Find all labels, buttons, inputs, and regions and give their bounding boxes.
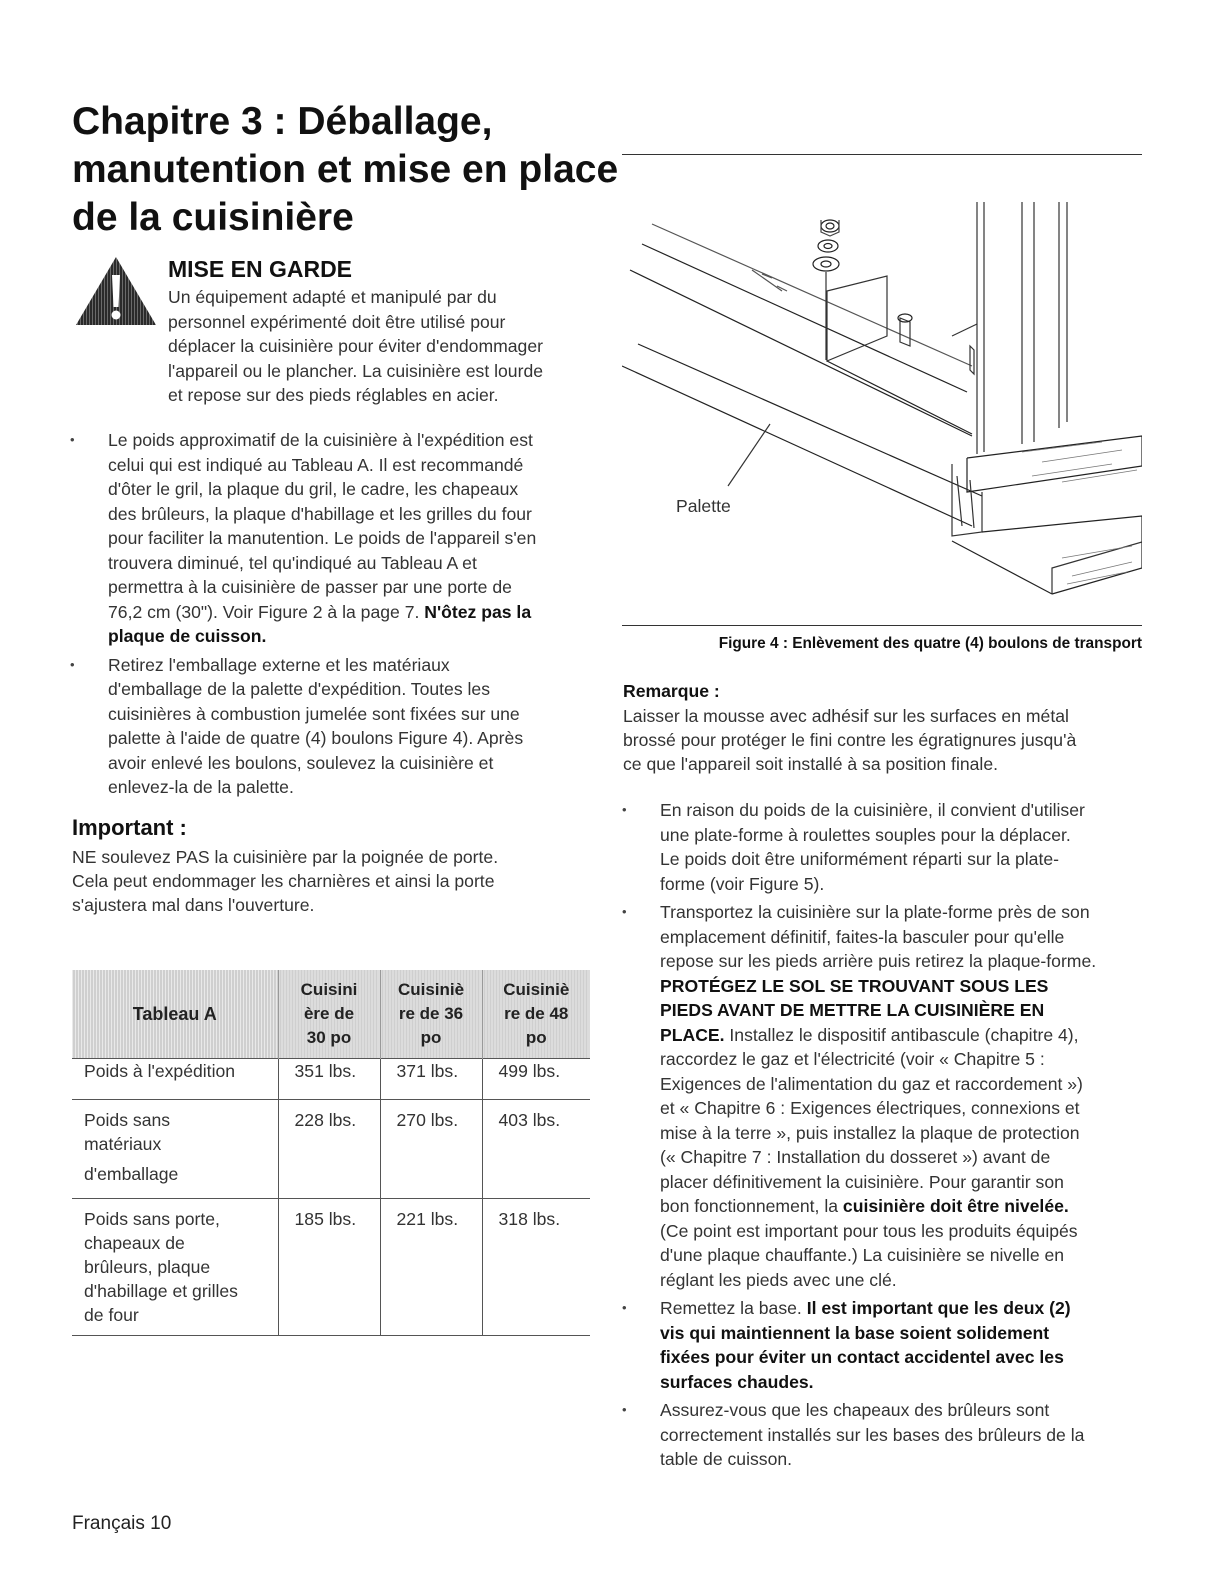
title-line: de la cuisinière	[72, 196, 354, 239]
row-label-line: de four	[84, 1305, 139, 1325]
bullet-line: • Assurez-vous que les chapeaux des brûleurs sont	[660, 1400, 1050, 1420]
bullet-bold-line: PROTÉGEZ LE SOL SE TROUVANT SOUS LES	[660, 975, 1049, 996]
bullet-text: 76,2 cm (30"). Voir Figure 2 à la page 7.	[108, 601, 425, 622]
bullet-bold-line: vis qui maintiennent la base soient solidement	[660, 1322, 1050, 1343]
title-line: manutention et mise en place	[72, 148, 619, 191]
bullet-base-screws	[660, 1296, 1150, 1394]
row-label	[72, 1100, 278, 1199]
table-row	[72, 1100, 590, 1199]
bullet-line: des brûleurs, la plaque d'habillage et les grilles du four	[108, 503, 532, 524]
bullet-rolling-platform	[660, 798, 1150, 896]
bullet-line: mise à la terre », puis installez la plaque de protection	[660, 1122, 1080, 1143]
bullet-line: Exigences de l'alimentation du gaz et raccordement »)	[660, 1073, 1083, 1094]
bullet-bold-text: Il est important que les deux (2)	[806, 1298, 1071, 1318]
remarque-line: Laisser la mousse avec adhésif sur les surfaces en métal	[623, 706, 1069, 726]
bullet-text: Installez le dispositif antibascule (chapitre 4),	[724, 1024, 1079, 1045]
bullet-bold-text: cuisinière doit être nivelée.	[842, 1196, 1069, 1216]
table-cell: 499 lbs.	[482, 1059, 590, 1100]
bullet-line: celui qui est indiqué au Tableau A. Il est recommandé	[108, 454, 524, 475]
bullet-line: • Le poids approximatif de la cuisinière à l'expédition est	[108, 430, 533, 450]
important-line: NE soulevez PAS la cuisinière par la poignée de porte.	[72, 847, 499, 867]
bullet-bold-line: plaque de cuisson.	[108, 626, 267, 646]
bullet-line: • Retirez l'emballage externe et les matériaux	[108, 654, 450, 675]
remarque-heading: Remarque :	[623, 681, 720, 701]
header-line: ère de	[303, 1004, 355, 1023]
header-line: re de 36	[398, 1004, 464, 1023]
bullet-transport	[660, 900, 1150, 1292]
row-label-line: matériaux	[84, 1134, 162, 1154]
bullet-line: table de cuisson.	[660, 1449, 793, 1469]
header-line: po	[420, 1028, 442, 1047]
bullet-line: placer définitivement la cuisinière. Pour garantir son	[660, 1171, 1064, 1192]
page-footer: Français 10	[72, 1513, 172, 1534]
table-row	[72, 1059, 590, 1100]
bullet-line: et « Chapitre 6 : Exigences électriques, connexions et	[660, 1098, 1080, 1118]
warning-line: l'appareil ou le plancher. La cuisinière est lourde	[168, 360, 544, 381]
bullet-line	[660, 1296, 1150, 1321]
column-header-30	[278, 970, 380, 1059]
table-title: Tableau A	[72, 970, 278, 1059]
bullet-line: correctement installés sur les bases des brûleurs de la	[660, 1424, 1085, 1445]
remarque-line: ce que l'appareil soit installé à sa position finale.	[623, 754, 999, 774]
title-line: Chapitre 3 : Déballage,	[72, 100, 493, 143]
bullet-line	[660, 1194, 1150, 1219]
table-cell: 270 lbs.	[380, 1100, 482, 1199]
warning-line: et repose sur des pieds réglables en acier.	[168, 385, 499, 405]
bullet-line: (« Chapitre 7 : Installation du dosseret ») avant de	[660, 1147, 1051, 1167]
table-cell: 351 lbs.	[278, 1059, 380, 1100]
warning-heading: MISE EN GARDE	[168, 256, 353, 282]
bullet-line: repose sur les pieds arrière puis retirez la plaque-forme.	[660, 951, 1097, 971]
bullet-line: avoir enlevé les boulons, soulevez la cuisinière et	[108, 752, 494, 773]
bullet-burner-caps	[660, 1398, 1150, 1472]
table-cell: 221 lbs.	[380, 1199, 482, 1336]
bullet-line	[660, 1023, 1150, 1048]
row-label-line: d'habillage et grilles	[84, 1281, 238, 1301]
warning-line: Un équipement adapté et manipulé par du	[168, 287, 497, 307]
header-line: Cuisiniè	[503, 980, 570, 999]
figure-bottom-rule	[622, 625, 1142, 626]
bullet-line: forme (voir Figure 5).	[660, 873, 825, 894]
table-cell: 185 lbs.	[278, 1199, 380, 1336]
bullet-text: bon fonctionnement, la	[660, 1196, 843, 1216]
table-header-row	[72, 970, 590, 1059]
warning-triangle-icon	[74, 255, 158, 327]
header-line: po	[525, 1028, 547, 1047]
important-heading: Important :	[72, 815, 187, 840]
important-line: Cela peut endommager les charnières et ainsi la porte	[72, 871, 495, 891]
bullet-line: trouvera diminué, tel qu'indiqué au Tableau A et	[108, 552, 477, 573]
header-line: Cuisiniè	[397, 980, 465, 999]
row-label-line: brûleurs, plaque	[84, 1257, 211, 1277]
bullet-line: • Transportez la cuisinière sur la plate-forme près de son	[660, 902, 1090, 922]
column-header-48	[482, 970, 590, 1059]
left-bullet-list	[108, 428, 598, 800]
row-label-line: d'emballage	[84, 1164, 179, 1184]
bullet-line: cuisinières à combustion jumelée sont fixées sur une	[108, 703, 520, 724]
bullet-line: permettra à la cuisinière de passer par une porte de	[108, 577, 512, 597]
bullet-line: d'ôter le gril, la plaque du gril, le cadre, les chapeaux	[108, 479, 519, 499]
column-header-36	[380, 970, 482, 1059]
bullet-line: (Ce point est important pour tous les produits équipés	[660, 1220, 1078, 1241]
header-line: 30 po	[306, 1028, 352, 1047]
right-bullet-list	[660, 798, 1150, 1472]
bullet-line: Le poids doit être uniformément réparti sur la plate-	[660, 849, 1059, 869]
warning-line: personnel expérimenté doit être utilisé pour	[168, 311, 506, 332]
remarque-line: brossé pour protéger le fini contre les égratignures jusqu'à	[623, 730, 1077, 750]
bullet-bold-line: PIEDS AVANT DE METTRE LA CUISINIÈRE EN	[660, 1000, 1045, 1020]
bullet-line: d'une plaque chauffante.) La cuisinière se nivelle en	[660, 1245, 1065, 1265]
table-cell: 371 lbs.	[380, 1059, 482, 1100]
bullet-line: d'emballage de la palette d'expédition. Toutes les	[108, 679, 490, 699]
bullet-line: une plate-forme à roulettes souples pour la déplacer.	[660, 824, 1071, 845]
row-label	[72, 1199, 278, 1336]
bullet-line: palette à l'aide de quatre (4) boulons Figure 4). Après	[108, 728, 524, 748]
important-text	[72, 845, 498, 917]
bullet-remove-packaging	[108, 653, 598, 800]
bullet-bold-line: fixées pour éviter un contact accidentel avec les	[660, 1347, 1064, 1367]
bullet-line: enlevez-la de la palette.	[108, 777, 294, 797]
bullet-bold-line: surfaces chaudes.	[660, 1371, 814, 1392]
bullet-line: réglant les pieds avec une clé.	[660, 1269, 897, 1290]
bullet-bold-text: N'ôtez pas la	[424, 601, 532, 622]
table-cell: 228 lbs.	[278, 1100, 380, 1199]
header-line: Cuisini	[300, 980, 358, 999]
weight-table	[72, 970, 590, 1336]
figure-caption: Figure 4 : Enlèvement des quatre (4) boulons de transport	[718, 635, 1142, 652]
bullet-line: pour faciliter la manutention. Le poids de l'appareil s'en	[108, 528, 537, 548]
bullet-shipping-weight	[108, 428, 598, 649]
remarque-text	[623, 704, 1076, 776]
table-cell: 318 lbs.	[482, 1199, 590, 1336]
table-row	[72, 1199, 590, 1336]
figure-top-rule	[622, 154, 1142, 155]
row-label-line: Poids sans	[84, 1110, 171, 1130]
chapter-title	[72, 98, 619, 242]
bullet-bold-text: PLACE.	[660, 1024, 725, 1045]
row-label-line: Poids sans porte,	[84, 1209, 220, 1229]
bullet-text: Remettez la base.	[660, 1298, 807, 1318]
pallet-bolt-illustration	[622, 196, 1142, 608]
row-label	[72, 1059, 278, 1100]
bullet-line: • En raison du poids de la cuisinière, il convient d'utiliser	[660, 800, 1085, 820]
row-label-line: chapeaux de	[84, 1233, 185, 1253]
bullet-line	[108, 600, 598, 625]
header-line: re de 48	[504, 1004, 569, 1023]
bullet-line: raccordez le gaz et l'électricité (voir « Chapitre 5 :	[660, 1049, 1045, 1069]
row-label-line: Poids à l'expédition	[84, 1061, 236, 1081]
warning-line: déplacer la cuisinière pour éviter d'endommager	[168, 336, 543, 356]
table-cell: 403 lbs.	[482, 1100, 590, 1199]
warning-text	[168, 285, 593, 408]
bullet-line: emplacement définitif, faites-la basculer pour qu'elle	[660, 926, 1065, 947]
important-line: s'ajustera mal dans l'ouverture.	[72, 895, 315, 915]
pallet-label: Palette	[676, 496, 731, 516]
